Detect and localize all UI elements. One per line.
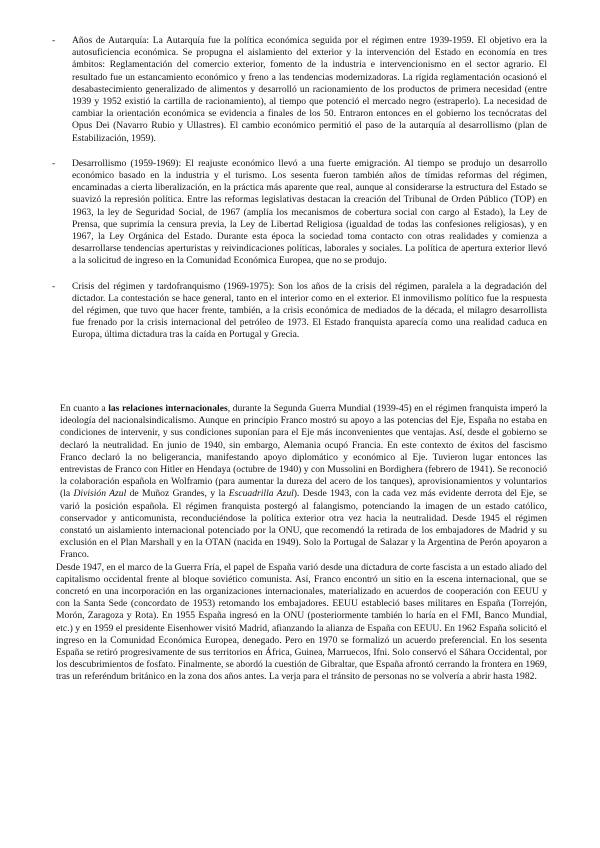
- p1-italic-escuadrilla-azul: Escuadrilla Azul: [228, 488, 294, 500]
- bullet-autarquia-text: Años de Autarquía: La Autarquía fue la política económica seguida por el régimen entre 1939-1959. El objetivo era la autosuficiencia económica. Se propugna el aislamiento del exterior y la intervención del Estado en economía en tres ámbitos: Reglamentación del comercio exterior, fomento de la industria e intervencionismo en el sector agrario. El resultado fue un estancamiento económico y freno a las tendencias modernizadoras. La rígida reglamentación ocasionó el desabastecimiento generalizado de alimentos y desarrolló un racionamiento de los productos de primera necesidad (entre 1939 y 1952 existió la cartilla de racionamiento), al tiempo que potenció el mercado negro (estraperlo). La necesidad de cambiar la orientación económica se evidencia a finales de los 50. Entraron entonces en el gobierno los tecnócratas del Opus Dei (Navarro Rubio y Ullastres). El cambio económico permitió el paso de la autarquía al desarrollismo (plan de Estabilización, 1959).: [72, 35, 547, 144]
- relaciones-internacionales-section: [56, 403, 547, 684]
- bullet-desarrollismo: [52, 158, 547, 268]
- p1-bold-heading: las relaciones internacionales: [108, 403, 228, 414]
- bullet-desarrollismo-text: Desarrollismo (1959-1969): El reajuste económico llevó a una fuerte emigración. Al tiempo se produjo un desarrollo económico basado en la industria y el turismo. Los sesenta fueron también años de tímidas reformas del régimen, encaminadas a cierta liberalización, en la práctica más aparente que real, aunque al considerarse la estructura del Estado se suavizó la represión política. Entre las reformas legislativas destacan la creación del Tribunal de Orden Público (TOP) en 1963, la ley de Seguridad Social, de 1967 (amplía los mecanismos de cobertura social con cargo al Estado), la Ley de Prensa, que suprimía la censura previa, la Ley de Libertad Religiosa (igualdad de todas las confesiones religiosas), y en 1967, la Ley Orgánica del Estado. Durante esta época la sociedad toma contacto con otras realidades y comienza a desarrollarse tendencias aperturistas y reivindicaciones políticas, laborales y sociales. La política de apertura exterior llevó a la solicitud de ingreso en la Comunidad Económica Europea, que no se produjo.: [72, 157, 547, 267]
- bullet-dash: -: [52, 280, 56, 292]
- bullet-dash: -: [52, 35, 56, 46]
- p1-text-c: ). Desde 1943, con la cada vez más evidente derrota del Eje, se varió la posición española. El régimen franquista postergó al falangismo, potenciando la imagen de un estado católico, conservador y anticomunista, reconduciéndose la política exterior otra vez hacia la neutralidad. Desde 1945 el régimen constató un aislamiento internacional potenciado por la ONU, que recomendó la retirada de los embajadores de Madrid y su exclusión en el Plan Marshall y en la OTAN (nacida en 1949). Solo la Portugal de Salazar y la Argentina de Perón apoyaron a Franco.: [60, 488, 547, 561]
- bullet-autarquia: [52, 35, 547, 145]
- bullet-dash: -: [52, 157, 56, 169]
- p1-intro-text: En cuanto a: [60, 403, 109, 414]
- p1-text-a: , durante la Segunda Guerra Mundial (1939-45) en el régimen franquista imperó la ideología del nacionalsindicalismo. Aunque en principio Franco mostró su apoyo a las potencias del Eje, España no estaba en condiciones de intervenir, y sus condiciones suponían para el Eje más inconvenientes que ventajas. Así, desde el gobierno se declaró la neutralidad. En junio de 1940, sin embargo, Alemania ocupó Francia. En este contexto de éxitos del fascismo Franco declaró la no beligerancia, manifestando apoyo diplomático y económico al Eje. Tuvieron lugar entonces las entrevistas de Franco con Hitler en Hendaya (octubre de 1940) y con Mussolini en Bordighera (febrero de 1941). Se reconoció la colaboración española en Wolframio (para aumentar la dureza del acero de los tanques), aprovisionamientos y voluntarios (la: [60, 403, 547, 500]
- period-bullet-list: [52, 35, 547, 355]
- bullet-tardofranquismo-text: Crisis del régimen y tardofranquismo (1969-1975): Son los años de la crisis del régimen, paralela a la degradación del dictador. La contestación se hace general, tanto en el interior como en el exterior. El inmovilismo político fue la respuesta del régimen, que tuvo que hacer frente, también, a la crisis económica de mediados de la década, el milagro desarrollista fue frenado por la crisis internacional del petróleo de 1973. El Estado franquista aparecía como una realidad caduca en Europa, última dictadura tras la caída en Portugal y Grecia.: [72, 280, 547, 341]
- bullet-tardofranquismo: [52, 281, 547, 342]
- relaciones-paragraph-2: Desde 1947, en el marco de la Guerra Fría, el papel de España varió desde una dictadura de corte fascista a un estado aliado del capitalismo occidental frente al bloque soviético comunista. Así, Franco encontró un sitio en la escena internacional, que se concretó en una incorporación en las organizaciones internacionales, materializado en acuerdos de cooperación con EEUU y con la Santa Sede (concordato de 1953) retomando los embajadores. EEUU estableció bases militares en España (Torrejón, Morón, Zaragoza y Rota). En 1955 España ingresó en la ONU (posteriormente también lo haría en el FMI, Banco Mundial, etc.) y en 1959 el presidente Eisenhower visitó Madrid, afianzando la alianza de España con EEUU. En 1962 España solicitó el ingreso en la Comunidad Económica Europea, denegado. Pero en 1970 se formalizó un acuerdo preferencial. En los sesenta España se retiró progresivamente de sus territorios en África, Guinea, Marruecos, Ifni. Solo conservó el Sáhara Occidental, por los descubrimientos de fosfato. Finalmente, se abordó la cuestión de Gibraltar, que España afrontó cerrando la frontera en 1969, tras un referéndum británico en la zona dos años antes. La verja para el tránsito de personas no se volvería a abrir hasta 1982.: [56, 561, 547, 683]
- p1-italic-division-azul: División Azul: [73, 488, 127, 500]
- p1-text-b: de Muñoz Grandes, y la: [126, 488, 229, 500]
- relaciones-paragraph-1: [56, 403, 547, 562]
